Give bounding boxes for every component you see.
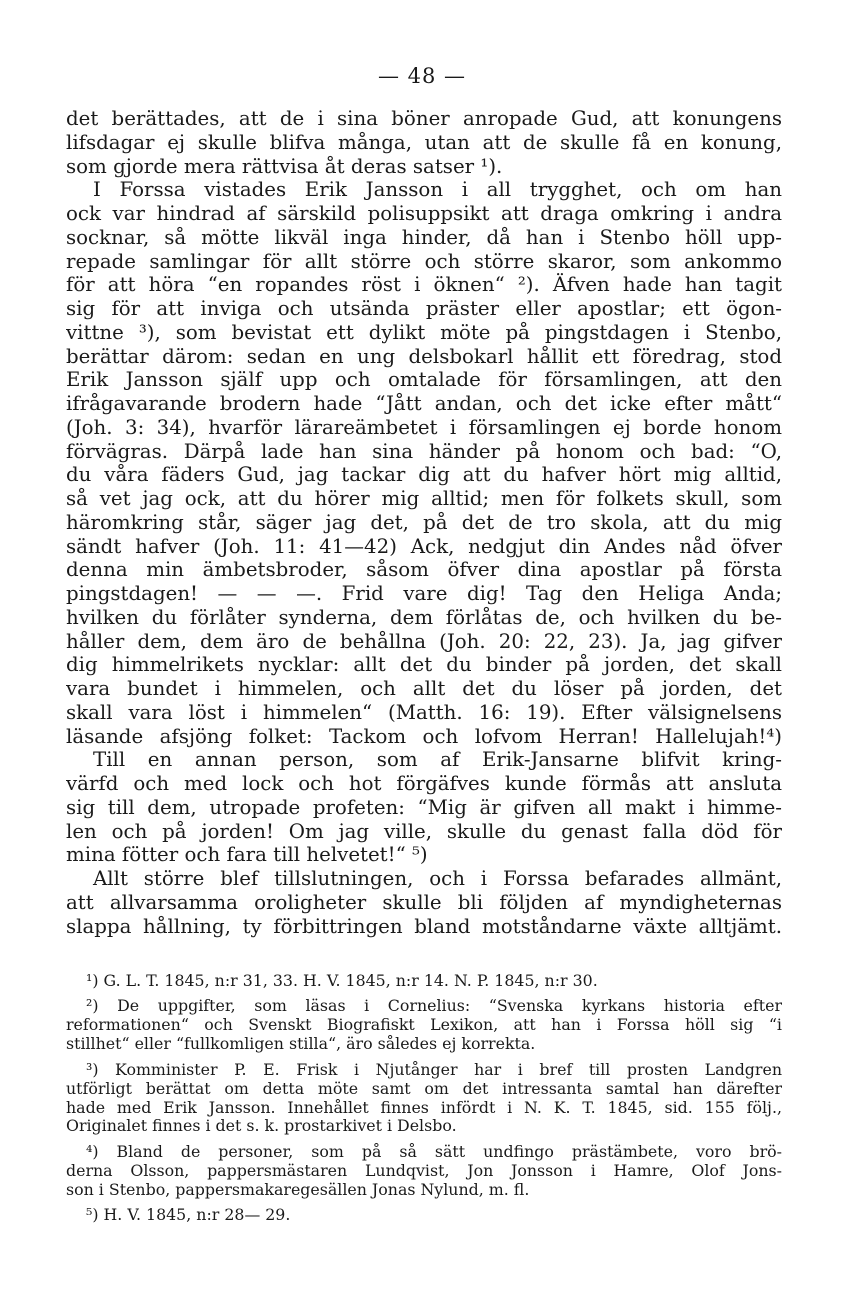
body-text: [66, 107, 782, 938]
footnote-line: Originalet finnes i det s. k. prostarkivet i Delsbo.: [66, 1117, 457, 1136]
body-line: socknar, så mötte likväl inga hinder, då han i Stenbo höll upp-: [66, 225, 782, 249]
footnote-spacer: [66, 1054, 782, 1061]
footnote-line: ¹) G. L. T. 1845, n:r 31, 33. H. V. 1845, n:r 14. N. P. 1845, n:r 30.: [86, 972, 598, 990]
body-line: så vet jag ock, att du hörer mig alltid; men för folkets skull, som: [66, 487, 782, 510]
footnote-line: derna Olsson, pappersmästaren Lundqvist, Jon Jonsson i Hamre, Olof Jons-: [66, 1161, 782, 1180]
footnote: [66, 1143, 782, 1200]
body-line: värfd och med lock och hot förgäfves kunde förmås att ansluta: [66, 772, 782, 795]
footnotes: [66, 972, 782, 1225]
body-line: slappa hållning, ty förbittringen bland motståndarne växte alltjämt.: [66, 914, 782, 938]
body-line: sig för att inviga och utsända präster eller apostlar; ett ögon-: [66, 297, 782, 320]
body-line: att allvarsamma oroligheter skulle bli följden af myndigheternas: [66, 890, 782, 914]
body-line: sig till dem, utropade profeten: “Mig är gifven all makt i himme-: [66, 795, 782, 819]
footnote-line: reformationen“ och Svenskt Biografiskt Lexikon, att han i Forssa höll sig “i: [66, 1016, 782, 1035]
body-line: du våra fäders Gud, jag tackar dig att du hafver hört mig alltid,: [66, 463, 782, 487]
footnote: [66, 1061, 782, 1137]
body-line: berättar därom: sedan en ung delsbokarl hållit ett föredrag, stod: [66, 344, 782, 368]
body-line: Till en annan person, som af Erik-Jansarne blifvit kring-: [93, 748, 782, 772]
body-line: I Forssa vistades Erik Jansson i all trygghet, och om han: [93, 178, 782, 202]
body-line: vara bundet i himmelen, och allt det du löser på jorden, det: [66, 677, 782, 700]
footnote-line: ⁴) Bland de personer, som på så sätt undfingo prästämbete, voro brö-: [86, 1142, 782, 1161]
body-line: mina fötter och fara till helvetet!“ ⁵): [66, 843, 428, 867]
body-line: sändt hafver (Joh. 11: 41—42) Ack, nedgjut din Andes nåd öfver: [66, 534, 782, 558]
footnote-line: ³) Komminister P. E. Frisk i Njutånger har i bref till prosten Landgren: [86, 1060, 782, 1079]
body-line: förvägras. Därpå lade han sina händer på honom och bad: “O,: [66, 439, 782, 463]
body-line: det berättades, att de i sina böner anropade Gud, att konungens: [66, 107, 782, 130]
body-line: lifsdagar ej skulle blifva många, utan att de skulle få en konung,: [66, 130, 782, 154]
body-line: Allt större blef tillslutningen, och i Forssa befarades allmänt,: [93, 867, 782, 890]
footnote-line: utförligt berättat om detta möte samt om det intressanta samtal han därefter: [66, 1079, 782, 1098]
body-line: håller dem, dem äro de behållna (Joh. 20: 22, 23). Ja, jag gifver: [66, 629, 782, 653]
page-number: — 48 —: [377, 64, 467, 88]
body-line: för att höra “en ropandes röst i öknen“ ²). Äfven hade han tagit: [66, 273, 782, 297]
footnote-line: ⁵) H. V. 1845, n:r 28— 29.: [86, 1206, 291, 1225]
body-line: vittne ³), som bevistat ett dylikt möte på pingstdagen i Stenbo,: [66, 320, 782, 344]
footnote-line: ²) De uppgifter, som läsas i Cornelius: “Svenska kyrkans historia efter: [86, 997, 782, 1016]
footnote: [66, 1206, 782, 1225]
body-line: repade samlingar för allt större och större skaror, som ankommo: [66, 249, 782, 273]
body-line: hvilken du förlåter synderna, dem förlåtas de, och hvilken du be-: [66, 605, 782, 629]
body-line: ifrågavarande brodern hade “Jått andan, och det icke efter mått“: [66, 392, 782, 415]
body-line: skall vara löst i himmelen“ (Matth. 16: 19). Efter välsignelsens: [66, 700, 782, 724]
body-line: (Joh. 3: 34), hvarför lärareämbetet i församlingen ej borde honom: [66, 415, 782, 439]
body-line: ock var hindrad af särskild polisuppsikt att draga omkring i andra: [66, 202, 782, 225]
body-line: som gjorde mera rättvisa åt deras satser ¹).: [66, 154, 503, 178]
footnote-line: hade med Erik Jansson. Innehållet finnes infördt i N. K. T. 1845, sid. 155 följ.,: [66, 1098, 782, 1117]
body-line: läsande afsjöng folket: Tackom och lofvom Herran! Hallelujah!⁴): [66, 724, 782, 748]
body-line: len och på jorden! Om jag ville, skulle du genast falla död för: [66, 819, 782, 843]
footnote: [66, 997, 782, 1054]
footnote-spacer: [66, 1200, 782, 1207]
footnote-line: stillhet“ eller “fullkomligen stilla“, äro således ej korrekta.: [66, 1035, 536, 1054]
footnote: [66, 972, 782, 991]
body-line: Erik Jansson själf upp och omtalade för församlingen, att den: [66, 368, 782, 392]
footnote-spacer: [66, 991, 782, 998]
footnote-spacer: [66, 1136, 782, 1143]
body-line: dig himmelrikets nycklar: allt det du binder på jorden, det skall: [66, 653, 782, 677]
body-line: häromkring står, säger jag det, på det de tro skola, att du mig: [66, 510, 782, 534]
footnote-line: son i Stenbo, pappersmakaregesällen Jonas Nylund, m. fl.: [66, 1180, 530, 1199]
body-line: denna min ämbetsbroder, såsom öfver dina apostlar på första: [66, 558, 782, 582]
body-line: pingstdagen! — — —. Frid vare dig! Tag den Heliga Anda;: [66, 582, 782, 605]
